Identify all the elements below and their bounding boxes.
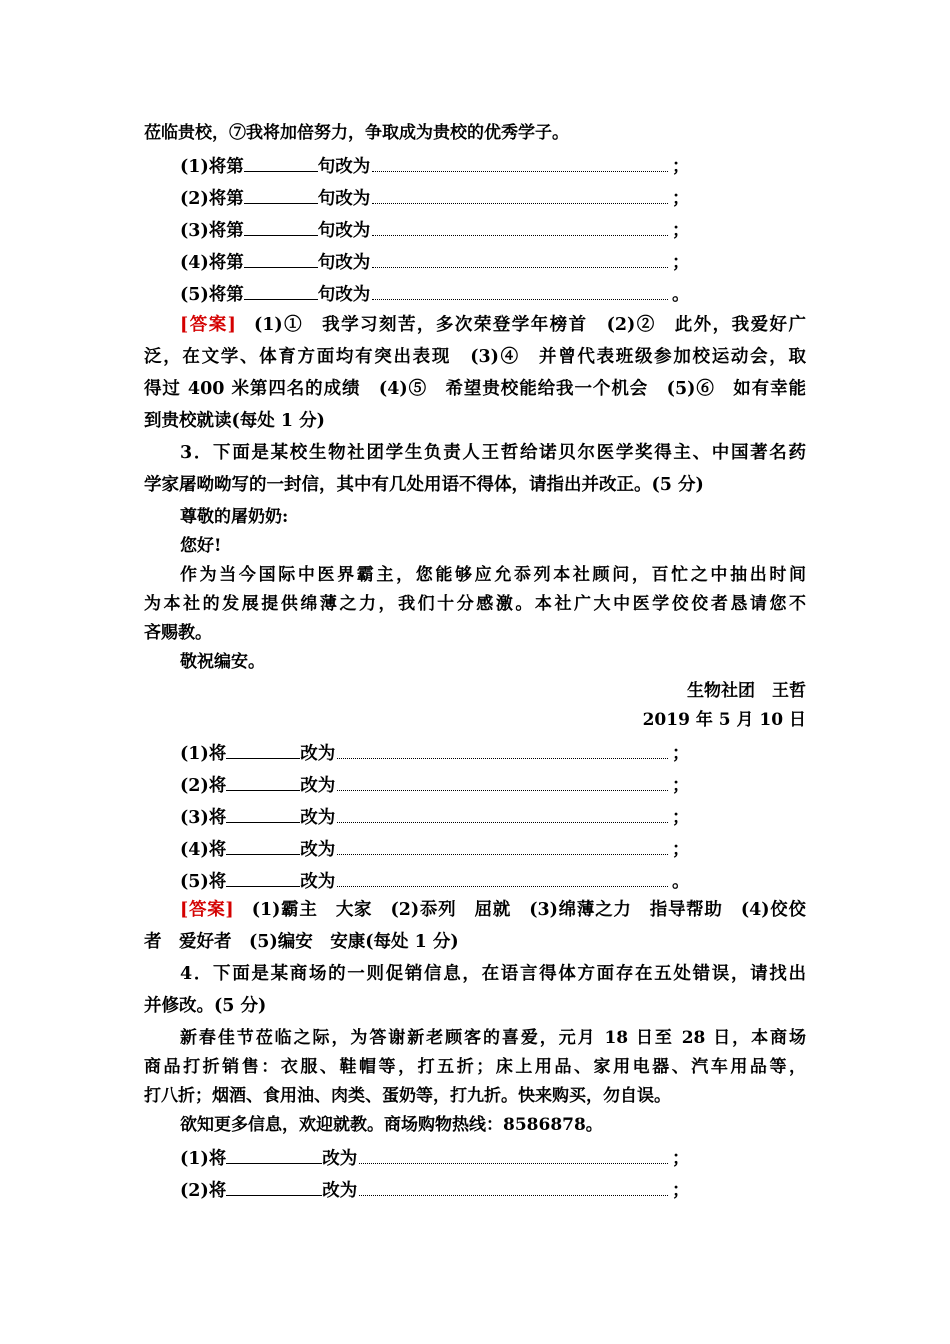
answer-dotted-line[interactable] xyxy=(372,149,668,172)
blank-line[interactable] xyxy=(244,183,318,204)
q3-answer-line-2: 者 爱好者 (5)编安 安康(每处 1 分) xyxy=(144,932,459,952)
letter-body-line-1: 作为当今国际中医界霸主，您能够应允忝列本社顾问，百忙之中抽出时间 xyxy=(180,565,806,585)
q2-item-4: (4)将第 句改为 ； xyxy=(180,245,686,279)
q2-item-1: (1)将第 句改为 ； xyxy=(180,149,686,183)
answer-dotted-line[interactable] xyxy=(337,800,668,823)
letter-date: 2019 年 5 月 10 日 xyxy=(642,710,806,730)
q4-text-line-3: 打八折；烟酒、食用油、肉类、蛋奶等，打九折。快来购买，勿自误。 xyxy=(144,1086,671,1106)
blank-line[interactable] xyxy=(226,770,300,791)
q3-prompt-line-2: 学家屠呦呦写的一封信，其中有几处用语不得体，请指出并改正。(5 分) xyxy=(144,475,704,495)
q2-answer-line-3: 得过 400 米第四名的成绩 (4)⑤ 希望贵校能给我一个机会 (5)⑥ 如有幸能 xyxy=(144,379,806,399)
answer-dotted-line[interactable] xyxy=(372,245,668,268)
q4-item-2: (2)将 改为 ； xyxy=(180,1173,686,1207)
q4-text-line-4: 欲知更多信息，欢迎就教。商场购物热线：8586878。 xyxy=(180,1115,603,1135)
answer-dotted-line[interactable] xyxy=(337,736,668,759)
letter-signature: 生物社团 王哲 xyxy=(687,681,806,701)
blank-line[interactable] xyxy=(226,802,300,823)
q3-item-5: (5)将 改为 。 xyxy=(180,864,686,898)
q3-prompt-line-1: 3．下面是某校生物社团学生负责人王哲给诺贝尔医学奖得主、中国著名药 xyxy=(180,443,806,463)
q3-item-3: (3)将 改为 ； xyxy=(180,800,686,834)
q4-item-1: (1)将 改为 ； xyxy=(180,1141,686,1175)
blank-line[interactable] xyxy=(226,834,300,855)
letter-greeting: 您好! xyxy=(180,536,222,556)
blank-line[interactable] xyxy=(244,279,318,300)
q3-item-4: (4)将 改为 ； xyxy=(180,832,686,866)
blank-line[interactable] xyxy=(226,866,300,887)
q2-item-3: (3)将第 句改为 ； xyxy=(180,213,686,247)
answer-label: [答案] xyxy=(180,900,234,920)
blank-line[interactable] xyxy=(244,215,318,236)
blank-line[interactable] xyxy=(244,151,318,172)
q2-answer-line-4: 到贵校就读(每处 1 分) xyxy=(144,411,325,431)
answer-dotted-line[interactable] xyxy=(359,1173,668,1196)
blank-line[interactable] xyxy=(226,1175,322,1196)
letter-closing: 敬祝编安。 xyxy=(180,652,265,672)
q2-answer-line-1: [答案] (1)① 我学习刻苦，多次荣登学年榜首 (2)② 此外，我爱好广 xyxy=(180,315,806,335)
answer-dotted-line[interactable] xyxy=(359,1141,668,1164)
letter-salutation: 尊敬的屠奶奶: xyxy=(180,507,289,527)
answer-dotted-line[interactable] xyxy=(337,768,668,791)
answer-dotted-line[interactable] xyxy=(372,181,668,204)
q4-text-line-2: 商品打折销售：衣服、鞋帽等，打五折；床上用品、家用电器、汽车用品等， xyxy=(144,1057,806,1077)
blank-line[interactable] xyxy=(226,1143,322,1164)
q2-answer-line-2: 泛，在文学、体育方面均有突出表现 (3)④ 并曾代表班级参加校运动会，取 xyxy=(144,347,806,367)
q4-prompt-line-2: 并修改。(5 分) xyxy=(144,996,267,1016)
intro-end-line: 莅临贵校，⑦我将加倍努力，争取成为贵校的优秀学子。 xyxy=(144,123,569,143)
blank-line[interactable] xyxy=(226,738,300,759)
q4-text-line-1: 新春佳节莅临之际，为答谢新老顾客的喜爱，元月 18 日至 28 日，本商场 xyxy=(180,1028,806,1048)
q4-prompt-line-1: 4．下面是某商场的一则促销信息，在语言得体方面存在五处错误，请找出 xyxy=(180,964,806,984)
answer-dotted-line[interactable] xyxy=(372,277,668,300)
answer-dotted-line[interactable] xyxy=(337,864,668,887)
q3-item-1: (1)将 改为 ； xyxy=(180,736,686,770)
q2-item-2: (2)将第 句改为 ； xyxy=(180,181,686,215)
answer-dotted-line[interactable] xyxy=(372,213,668,236)
letter-body-line-3: 吝赐教。 xyxy=(144,623,212,643)
answer-dotted-line[interactable] xyxy=(337,832,668,855)
blank-line[interactable] xyxy=(244,247,318,268)
letter-body-line-2: 为本社的发展提供绵薄之力，我们十分感激。本社广大中医学佼佼者恳请您不 xyxy=(144,594,806,614)
q3-item-2: (2)将 改为 ； xyxy=(180,768,686,802)
q3-answer-line-1: [答案] (1)霸主 大家 (2)忝列 屈就 (3)绵薄之力 指导帮助 (4)佼佼 xyxy=(180,900,806,920)
q2-item-5: (5)将第 句改为 。 xyxy=(180,277,686,311)
answer-label: [答案] xyxy=(180,315,236,335)
